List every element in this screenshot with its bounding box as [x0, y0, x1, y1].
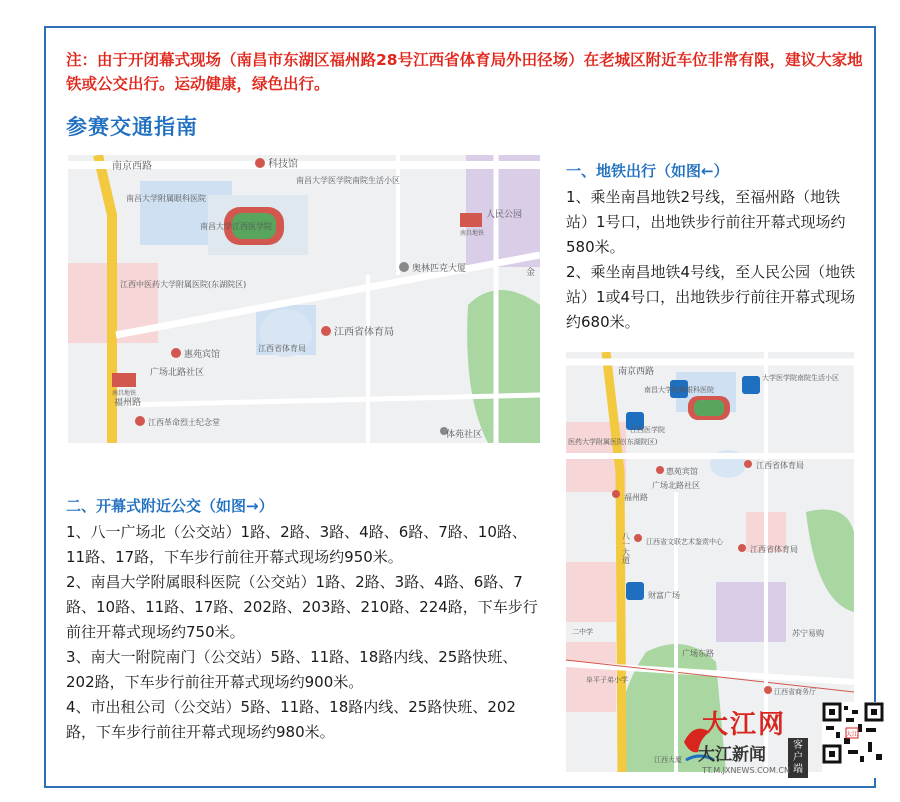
map2-label-9: 江西省文联艺术鉴赏中心 [646, 538, 723, 546]
map1-label-7: 奥林匹克大厦 [412, 264, 467, 274]
map1-label-5: 人民公园 [486, 210, 523, 220]
map2-label-15: 广场东路 [682, 649, 714, 658]
map2-label-10: 江西省体育局 [750, 545, 798, 554]
map2-label-14: 二中学 [572, 628, 593, 636]
watermark-url: TT.M.JXNEWS.COM.CN [702, 766, 790, 775]
map1-label-2: 南昌大学医学院南院生活小区 [296, 176, 400, 185]
map1-label-6: 江西中医药大学附属医院(东湖院区) [120, 280, 247, 289]
metro-section [566, 160, 858, 335]
map1-label-13: 南昌地铁 [460, 230, 485, 237]
map2-label-17: 阜平子弟小学 [586, 676, 628, 684]
watermark-news: 大江新闻 [698, 745, 766, 765]
map2-label-13: 苏宁易购 [792, 629, 824, 638]
bus-item-3: 3、南大一附院南门（公交站）5路、11路、18路内线、25路快班、202路，下车步行前往开幕式现场约900米。 [66, 648, 518, 691]
map2-label-5: 惠苑宾馆 [666, 467, 698, 476]
map-metro [68, 155, 540, 443]
map1-label-8: 金 [526, 268, 536, 278]
map1-label-16: 体苑社区 [446, 430, 483, 440]
map1-label-11: 惠苑宾馆 [184, 350, 221, 360]
qr-code[interactable] [822, 702, 884, 778]
map1-label-0: 南京西路 [112, 161, 152, 172]
map2-label-7: 广场北路社区 [652, 481, 700, 490]
map1-label-9: 江西省体育局 [258, 344, 306, 353]
bus-item-1: 1、八一广场北（公交站）1路、2路、3路、4路、6路、7路、10路、11路、17路，下车步行前往开幕式现场约950米。 [66, 523, 527, 566]
map2-label-16: 江西省商务厅 [774, 688, 816, 696]
map2-label-4: 医药大学附属医院(东湖院区) [568, 438, 658, 446]
map1-label-1: 科技馆 [268, 159, 298, 170]
watermark-brand: 大江网 [702, 710, 787, 740]
map2-label-6: 江西省体育局 [756, 461, 804, 470]
metro-item-1: 1、乘坐南昌地铁2号线，至福州路（地铁站）1号口，出地铁步行前往开幕式现场约580米。 [566, 188, 846, 256]
metro-heading: 一、地铁出行（如图←） [566, 162, 729, 180]
notice-text: 注：由于开闭幕式现场（南昌市东湖区福州路28号江西省体育局外田径场）在老城区附近车位非常有限，建议大家地铁或公交出行。运动健康，绿色出行。 [66, 51, 863, 93]
bus-heading: 二、开幕式附近公交（如图→） [66, 497, 274, 515]
map2-label-2: 大学医学院南院生活小区 [762, 374, 839, 382]
map1-label-15: 江西革命烈士纪念堂 [148, 418, 220, 427]
map2-label-0: 南京西路 [618, 367, 655, 377]
page-title: 参赛交通指南 [66, 115, 198, 139]
map1-label-10: 江西省体育局 [334, 327, 394, 338]
watermark-client: 客户端 [788, 738, 808, 778]
map2-label-18: 江西大厦 [654, 756, 682, 764]
bus-item-2: 2、南昌大学附属眼科医院（公交站）1路、2路、3路、4路、6路、7路、10路、11路、17路、202路、203路、210路、224路，下车步行前往开幕式现场约750米。 [66, 573, 538, 641]
qr-caption: 大江 [845, 731, 859, 738]
bus-section [66, 495, 544, 745]
map1-label-3: 南昌大学附属眼科医院 [126, 194, 206, 203]
metro-item-2: 2、乘坐南昌地铁4号线，至人民公园（地铁站）1或4号口，出地铁步行前往开幕式现场约680米。 [566, 263, 856, 331]
map1-label-12: 广场北路社区 [150, 368, 205, 378]
map2-label-3: 江西医学院 [630, 426, 665, 434]
map1-label-14: 福州路 [114, 398, 142, 408]
map2-label-11: 八一大道 [621, 532, 631, 564]
map1-label-17: 南昌地铁 [112, 390, 137, 397]
map2-label-1: 南昌大学附属眼科医院 [644, 386, 714, 394]
map1-label-4: 南昌大学江西医学院 [200, 222, 272, 231]
map2-label-12: 财富广场 [648, 591, 680, 600]
bus-item-4: 4、市出租公司（公交站）5路、11路、18路内线、25路快班、202路，下车步行前往开幕式现场约980米。 [66, 698, 516, 741]
map2-label-8: 福州路 [624, 493, 648, 502]
